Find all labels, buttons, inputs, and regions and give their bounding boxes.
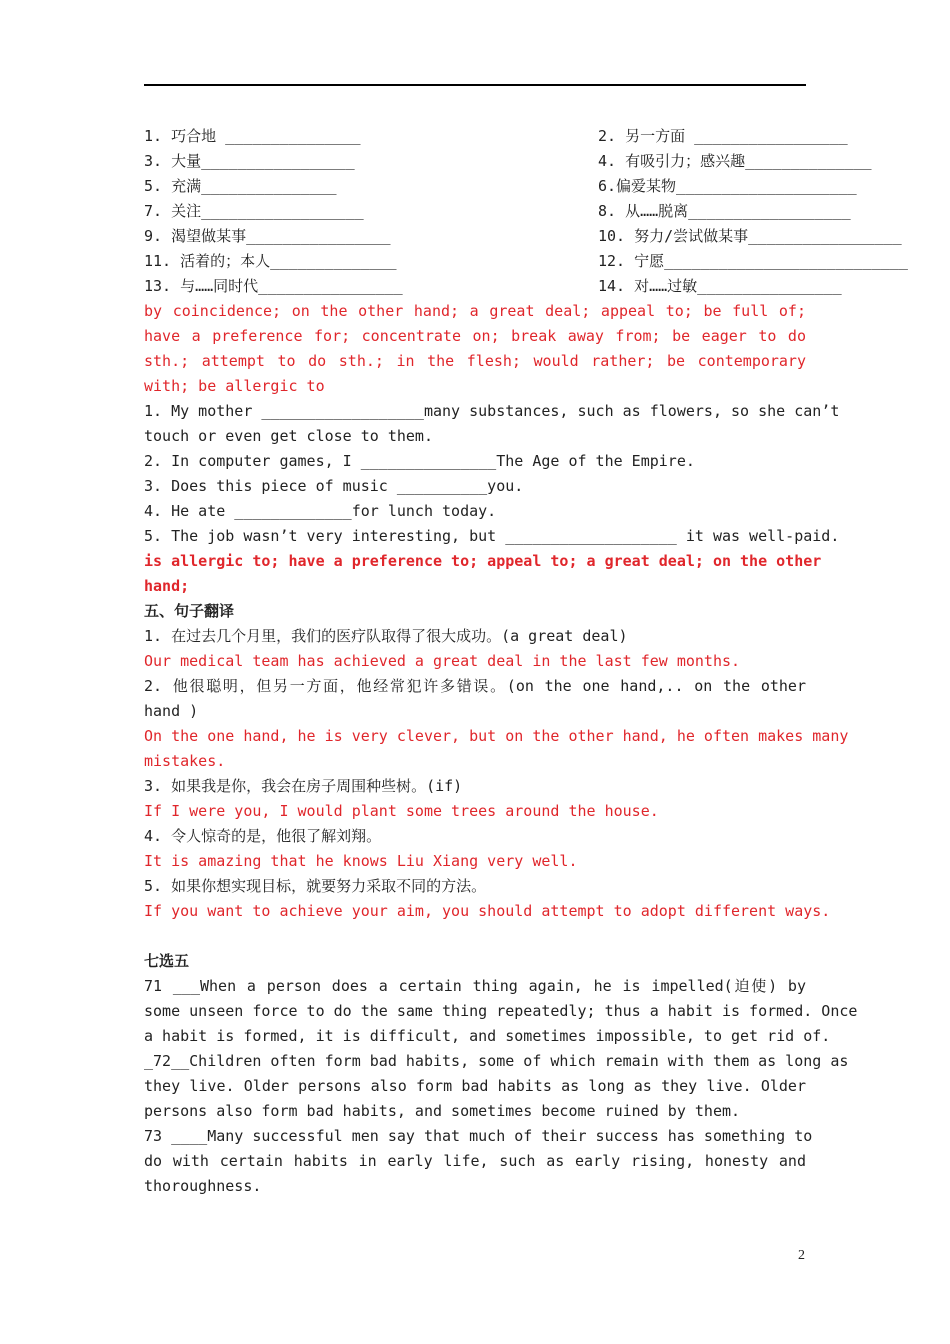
vocab-item: 3. 大量_________________ [144, 152, 355, 170]
passage-line: 73 ____Many successful men say that much of their success has something to [144, 1127, 813, 1145]
translation-question: 2. 他很聪明，但另一方面，他经常犯许多错误。(on the one hand,.. on the other [144, 677, 806, 695]
vocab-item: 13. 与……同时代________________ [144, 277, 403, 295]
translation-question: 1. 在过去几个月里，我们的医疗队取得了很大成功。(a great deal) [144, 627, 628, 645]
vocab-item: 7. 关注__________________ [144, 202, 364, 220]
passage-line: do with certain habits in early life, such as early rising, honesty and [144, 1152, 806, 1170]
vocab-row [144, 224, 902, 249]
translation-answer: Our medical team has achieved a great deal in the last few months. [144, 652, 741, 670]
section-title: 五、句子翻译 [144, 602, 235, 620]
vocab-row [144, 174, 857, 199]
passage-line: thoroughness. [144, 1177, 262, 1195]
translation-question: hand ) [144, 702, 199, 720]
fill-blank-line: 2. In computer games, I _______________The Age of the Empire. [144, 452, 695, 470]
vocab-item: 6.偏爱某物____________________ [598, 177, 857, 195]
vocab-answer-line: have a preference for; concentrate on; break away from; be eager to do [144, 327, 806, 345]
translation-question: 5. 如果你想实现目标，就要努力采取不同的方法。 [144, 877, 487, 895]
vocab-item: 12. 宁愿___________________________ [598, 252, 908, 270]
passage-line: they live. Older persons also form bad habits as long as they live. Older [144, 1077, 806, 1095]
passage-line: persons also form bad habits, and sometimes become ruined by them. [144, 1102, 741, 1120]
vocab-item: 14. 对……过敏________________ [598, 277, 842, 295]
vocab-row [144, 249, 908, 274]
header-rule [144, 84, 806, 86]
fill-blank-line: touch or even get close to them. [144, 427, 433, 445]
translation-answer: On the one hand, he is very clever, but on the other hand, he often makes many [144, 727, 849, 745]
vocab-row [144, 124, 848, 149]
translation-answer: If I were you, I would plant some trees around the house. [144, 802, 659, 820]
fill-answer-line: hand; [144, 577, 190, 595]
fill-blank-line: 4. He ate _____________for lunch today. [144, 502, 497, 520]
vocab-item: 1. 巧合地 _______________ [144, 127, 361, 145]
vocab-row [144, 149, 872, 174]
passage-line: some unseen force to do the same thing repeatedly; thus a habit is formed. Once [144, 1002, 858, 1020]
page-number: 2 [798, 1248, 805, 1263]
vocab-row [144, 199, 851, 224]
passage-line: 71 ___When a person does a certain thing again, he is impelled(迫使) by [144, 977, 806, 995]
section-title: 七选五 [144, 952, 190, 970]
passage-line: _72__Children often form bad habits, some of which remain with them as long as [144, 1052, 849, 1070]
vocab-item: 5. 充满_______________ [144, 177, 337, 195]
translation-answer: If you want to achieve your aim, you should attempt to adopt different ways. [144, 902, 831, 920]
fill-blank-line: 3. Does this piece of music __________you. [144, 477, 524, 495]
fill-blank-line: 5. The job wasn’t very interesting, but ___________________ it was well-paid. [144, 527, 840, 545]
vocab-item: 8. 从……脱离__________________ [598, 202, 851, 220]
translation-answer: mistakes. [144, 752, 226, 770]
vocab-answer-line: by coincidence; on the other hand; a great deal; appeal to; be full of; [144, 302, 806, 320]
translation-answer: It is amazing that he knows Liu Xiang very well. [144, 852, 578, 870]
vocab-answer-line: with; be allergic to [144, 377, 325, 395]
vocab-item: 9. 渴望做某事________________ [144, 227, 391, 245]
translation-question: 3. 如果我是你，我会在房子周围种些树。(if) [144, 777, 463, 795]
fill-answer-line: is allergic to; have a preference to; appeal to; a great deal; on the other [144, 552, 822, 570]
vocab-item: 11. 活着的；本人______________ [144, 252, 397, 270]
vocab-row [144, 274, 842, 299]
vocab-item: 4. 有吸引力；感兴趣______________ [598, 152, 872, 170]
vocab-item: 2. 另一方面 _________________ [598, 127, 848, 145]
translation-question: 4. 令人惊奇的是，他很了解刘翔。 [144, 827, 382, 845]
vocab-answer-line: sth.; attempt to do sth.; in the flesh; would rather; be contemporary [144, 352, 806, 370]
vocab-item: 10. 努力/尝试做某事_________________ [598, 227, 902, 245]
fill-blank-line: 1. My mother __________________many substances, such as flowers, so she can’t [144, 402, 840, 420]
passage-line: a habit is formed, it is difficult, and sometimes impossible, to get rid of. [144, 1027, 831, 1045]
